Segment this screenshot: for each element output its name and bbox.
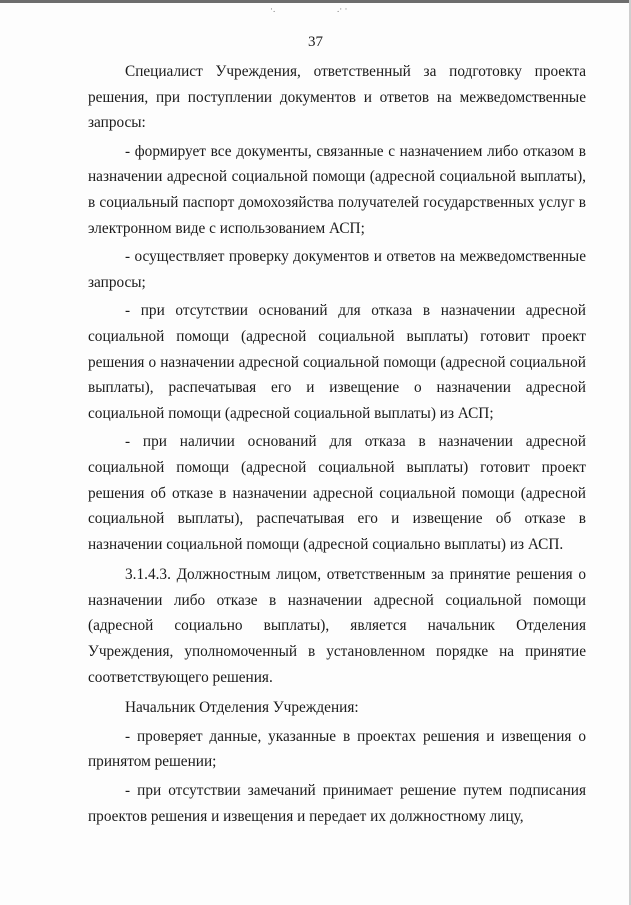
scan-speck: ·. <box>270 4 276 14</box>
page-number: 37 <box>308 34 323 50</box>
scan-speck: .· · <box>337 4 348 14</box>
list-item: - осуществляет проверку документов и ответов на межведомственные запросы; <box>88 248 586 291</box>
list-item: - при отсутствии замечаний принимает решение путем подписания проектов решения и извещения и передает их должностному лицу, <box>88 782 586 825</box>
paragraph: Специалист Учреждения, ответственный за подготовку проекта решения, при поступлении документов и ответов на межведомственные запросы: <box>88 63 586 132</box>
document-body <box>88 59 586 829</box>
list-item: - при наличии оснований для отказа в назначении адресной социальной помощи (адресной социальной выплаты) готовит проект решения об отказе в назначении адресной социальной помощи (адресной социальной выплаты), распечатывая его и извещение об отказе в назначении социальной помощи (адресной социально выплаты) из АСП. <box>88 433 586 553</box>
list-item: - формирует все документы, связанные с назначением либо отказом в назначении адресной социальной помощи (адресной социальной выплаты), в социальный паспорт домохозяйства получателей государственных услуг в электронном виде с использованием АСП; <box>88 142 586 237</box>
list-item: - проверяет данные, указанные в проектах решения и извещения о принятом решении; <box>88 727 586 771</box>
scan-top-edge <box>0 0 631 3</box>
list-item: - при отсутствии оснований для отказа в назначении адресной социальной помощи (адресной социальной выплаты) готовит проект решения о назначении адресной социальной помощи (адресной социальной выплаты), распечатывая его и извещение о назначении адресной социальной помощи (адресной социальной выплаты) из АСП; <box>88 302 586 422</box>
paragraph: Начальник Отделения Учреждения: <box>125 699 359 717</box>
section-paragraph: 3.1.4.3. Должностным лицом, ответственным за принятие решения о назначении либо отказе в назначении адресной социальной помощи (адресной социально выплаты), является начальник Отделения Учреждения, уполномоченный в установленном порядке на принятие соответствующего решения. <box>88 566 586 686</box>
